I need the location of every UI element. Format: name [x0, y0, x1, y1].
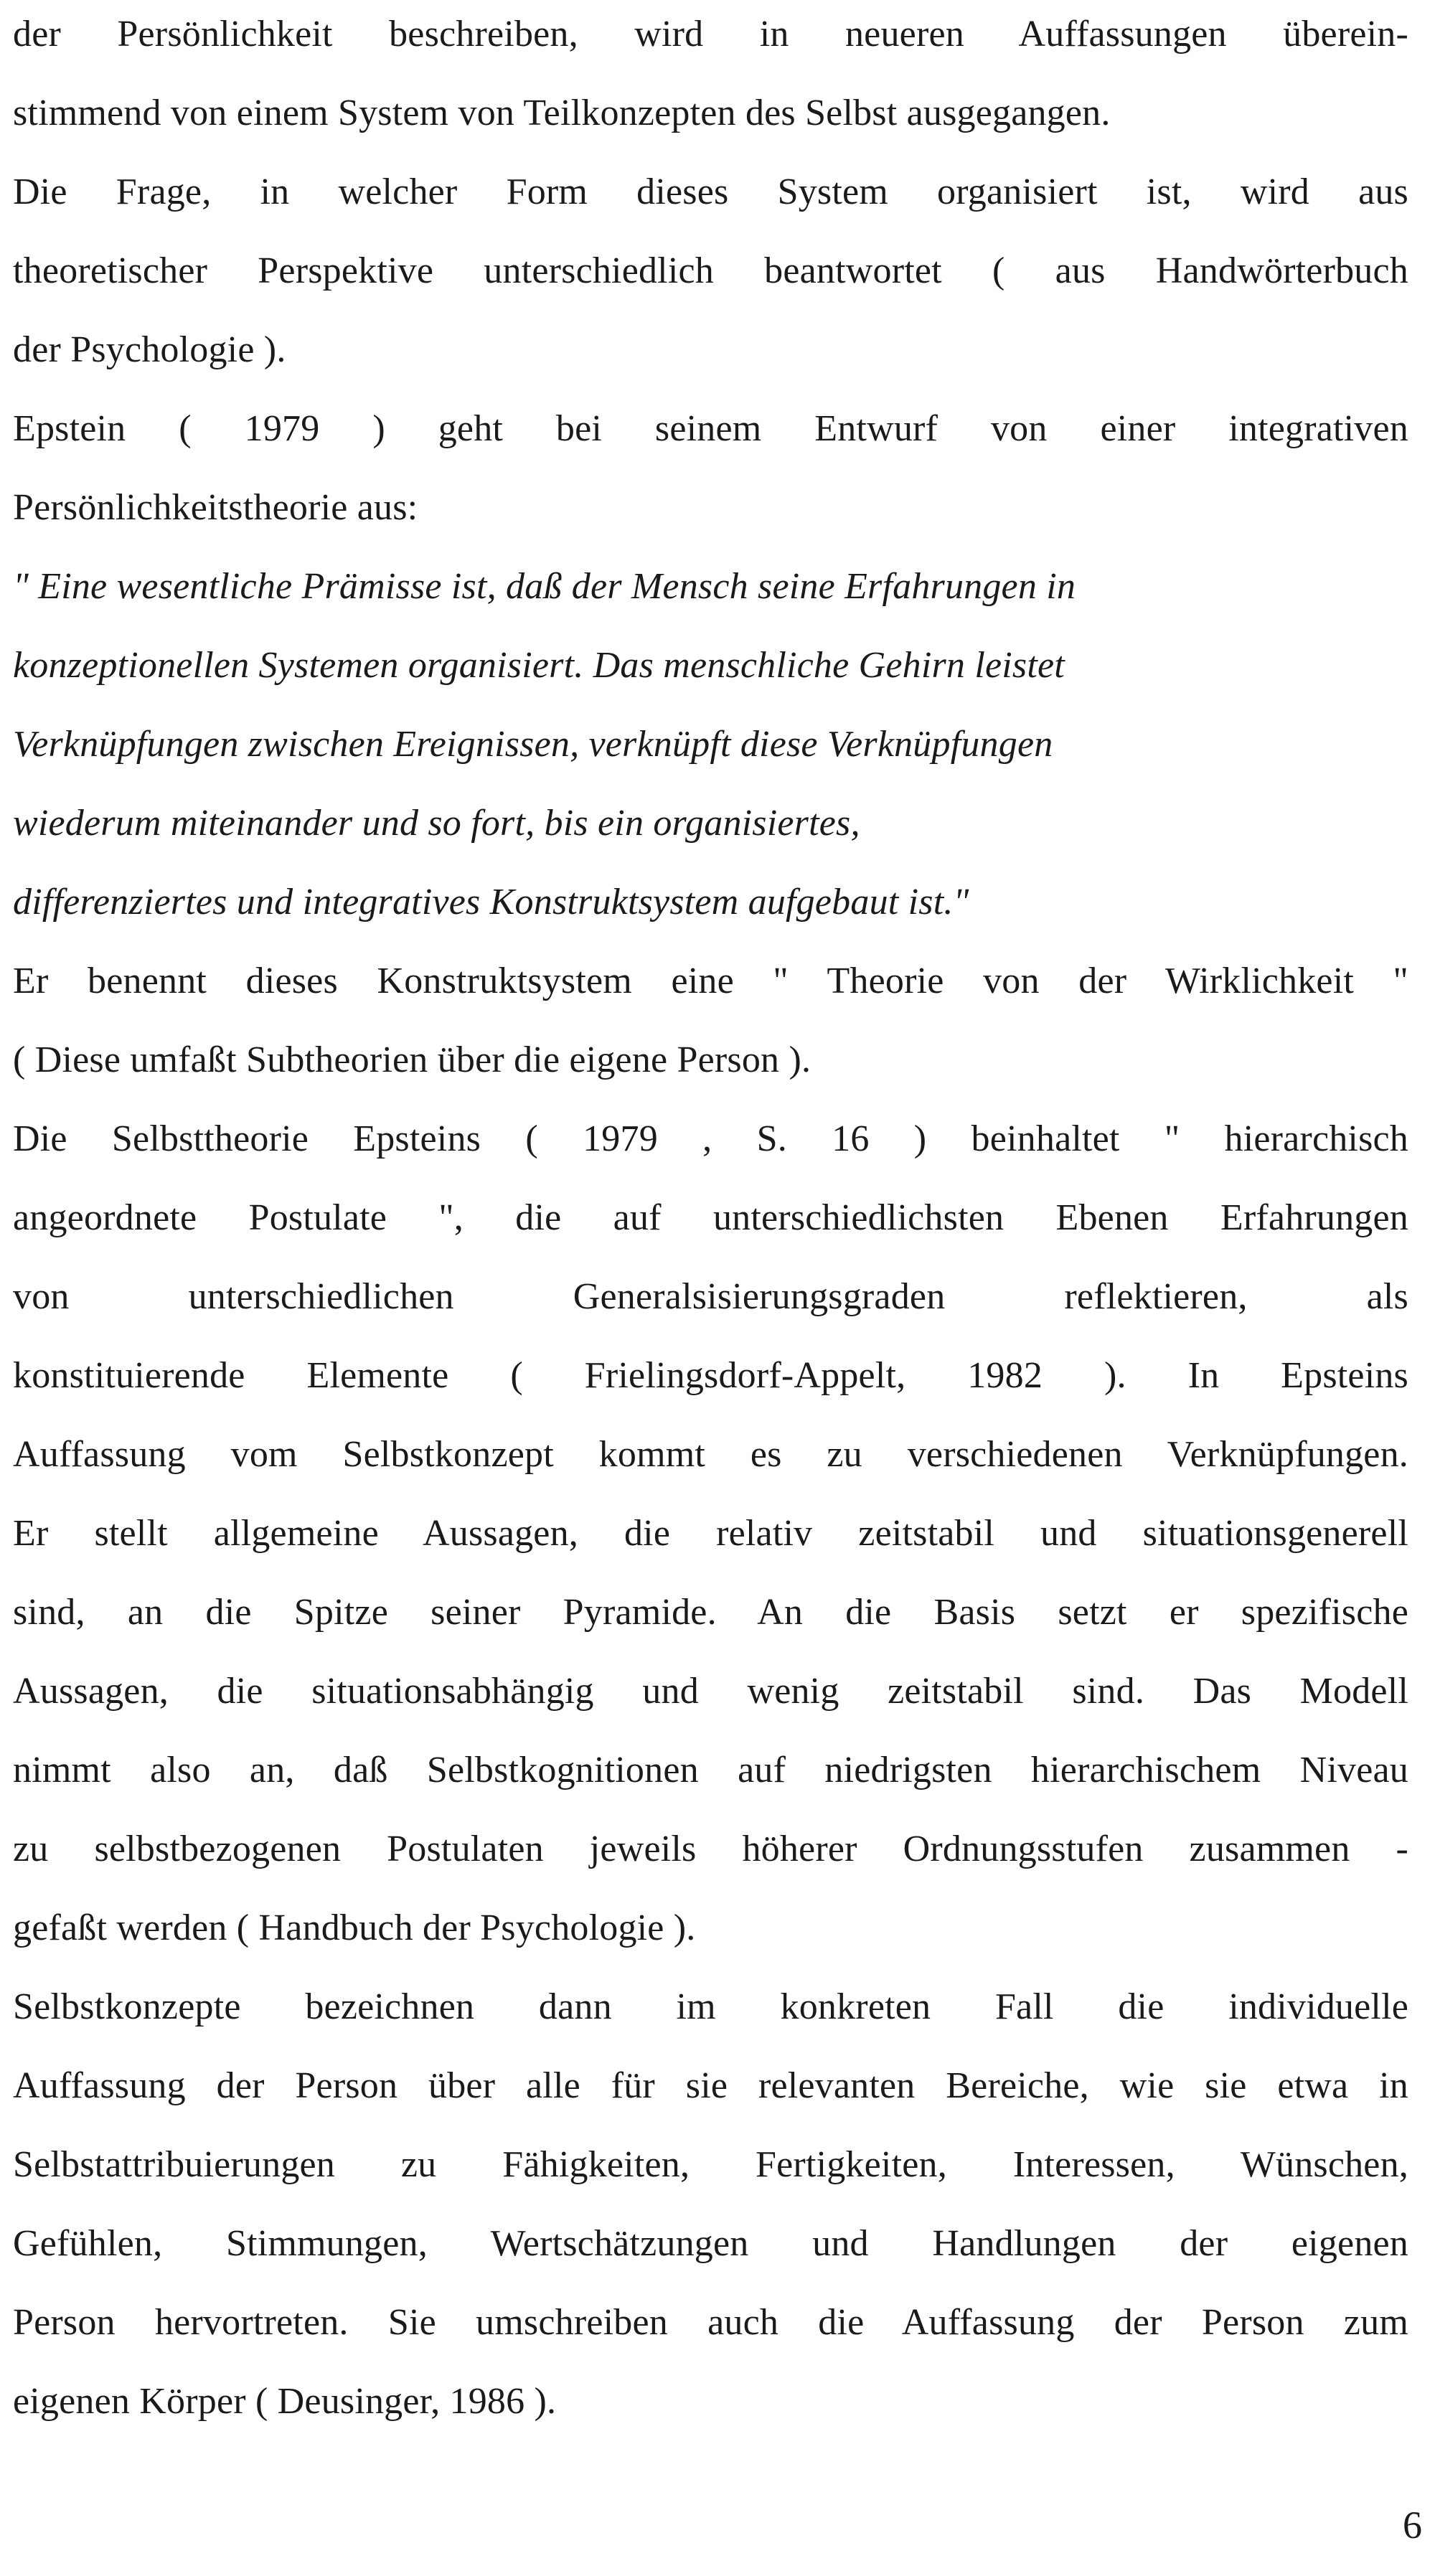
text-line: Gefühlen, Stimmungen, Wertschätzungen und Handlungen der eigenen — [13, 2223, 1408, 2264]
text-line: Auffassung vom Selbstkonzept kommt es zu verschiedenen Verknüpfungen. — [13, 1434, 1408, 1475]
text-line: ( Diese umfaßt Subtheorien über die eigene Person ). — [13, 1039, 811, 1080]
text-line: zu selbstbezogenen Postulaten jeweils höherer Ordnungsstufen zusammen - — [13, 1829, 1408, 1869]
text-line: eigenen Körper ( Deusinger, 1986 ). — [13, 2381, 557, 2422]
quote-line: konzeptionellen Systemen organisiert. Das menschliche Gehirn leistet — [13, 645, 1065, 686]
quote-line: differenziertes und integratives Konstruktsystem aufgebaut ist." — [13, 882, 969, 923]
page-number: 6 — [1403, 2504, 1422, 2547]
text-line: Er stellt allgemeine Aussagen, die relativ zeitstabil und situationsgenerell — [13, 1513, 1408, 1554]
text-line: Er benennt dieses Konstruktsystem eine " Theorie von der Wirklichkeit " — [13, 961, 1408, 1001]
text-line: Epstein ( 1979 ) geht bei seinem Entwurf von einer integrativen — [13, 408, 1408, 449]
text-line: der Persönlichkeit beschreiben, wird in neueren Auffassungen überein- — [13, 14, 1408, 55]
quote-line: wiederum miteinander und so fort, bis ein organisiertes, — [13, 803, 860, 844]
text-line: angeordnete Postulate ", die auf unterschiedlichsten Ebenen Erfahrungen — [13, 1197, 1408, 1238]
text-line: stimmend von einem System von Teilkonzepten des Selbst ausgegangen. — [13, 93, 1111, 133]
text-line: Aussagen, die situationsabhängig und wenig zeitstabil sind. Das Modell — [13, 1671, 1408, 1712]
text-line: sind, an die Spitze seiner Pyramide. An die Basis setzt er spezifische — [13, 1592, 1408, 1633]
text-line: der Psychologie ). — [13, 329, 286, 370]
text-line: Auffassung der Person über alle für sie relevanten Bereiche, wie sie etwa in — [13, 2065, 1408, 2106]
text-line: theoretischer Perspektive unterschiedlich beantwortet ( aus Handwörterbuch — [13, 250, 1408, 291]
text-line: Die Selbsttheorie Epsteins ( 1979 , S. 16 ) beinhaltet " hierarchisch — [13, 1118, 1408, 1159]
quote-line: " Eine wesentliche Prämisse ist, daß der Mensch seine Erfahrungen in — [13, 566, 1076, 607]
text-line: von unterschiedlichen Generalsisierungsgraden reflektieren, als — [13, 1276, 1408, 1317]
text-line: Person hervortreten. Sie umschreiben auch die Auffassung der Person zum — [13, 2302, 1408, 2343]
text-line: Die Frage, in welcher Form dieses System organisiert ist, wird aus — [13, 171, 1408, 212]
text-line: Selbstkonzepte bezeichnen dann im konkreten Fall die individuelle — [13, 1986, 1408, 2027]
text-line: Persönlichkeitstheorie aus: — [13, 487, 418, 528]
text-line: nimmt also an, daß Selbstkognitionen auf niedrigsten hierarchischem Niveau — [13, 1750, 1408, 1791]
text-line: konstituierende Elemente ( Frielingsdorf-Appelt, 1982 ). In Epsteins — [13, 1355, 1408, 1396]
quote-line: Verknüpfungen zwischen Ereignissen, verknüpft diese Verknüpfungen — [13, 724, 1053, 765]
text-line: gefaßt werden ( Handbuch der Psychologie ). — [13, 1907, 696, 1948]
text-line: Selbstattribuierungen zu Fähigkeiten, Fertigkeiten, Interessen, Wünschen, — [13, 2144, 1408, 2185]
